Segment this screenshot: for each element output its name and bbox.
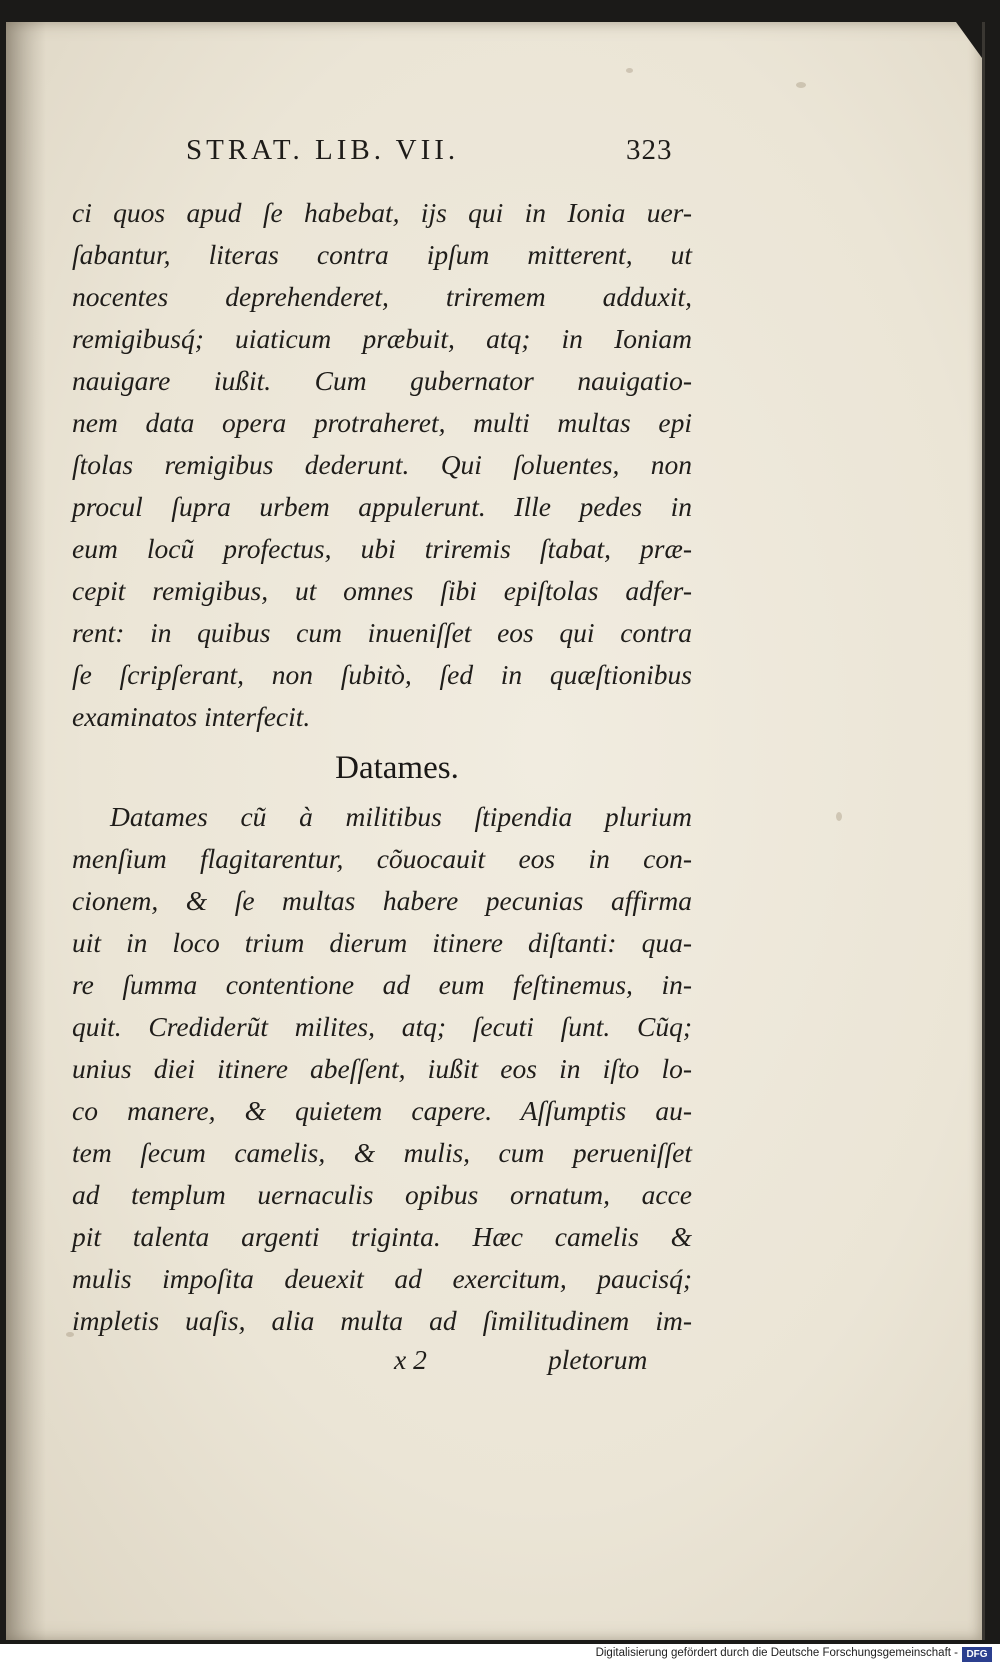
- paragraph-1: [72, 192, 692, 738]
- text-line: nem data opera protraheret, multi multas epi: [72, 407, 692, 438]
- text-line: quit. Crediderũt milites, atq; ſecuti ſunt. Cũq;: [72, 1011, 692, 1042]
- body-text: [72, 192, 692, 1342]
- text-line: tem ſecum camelis, & mulis, cum perueniſſet: [72, 1137, 692, 1168]
- text-line: rent: in quibus cum inueniſſet eos qui contra: [72, 617, 692, 648]
- text-line: impletis uaſis, alia multa ad ſimilitudinem im-: [72, 1305, 692, 1336]
- dfg-logo-icon: DFG: [962, 1647, 992, 1662]
- signature-mark: x 2: [394, 1344, 427, 1375]
- running-head: [186, 134, 706, 174]
- text-line: menſium flagitarentur, cõuocauit eos in con-: [72, 843, 692, 874]
- running-title: STRAT. LIB. VII.: [186, 134, 460, 166]
- catchline: [386, 1344, 706, 1388]
- text-line: remigibusq́; uiaticum præbuit, atq; in Ioniam: [72, 323, 692, 354]
- text-line: co manere, & quietem capere. Aſſumptis au-: [72, 1095, 692, 1126]
- text-line: mulis impoſita deuexit ad exercitum, paucisq́;: [72, 1263, 692, 1294]
- text-line: Datames cũ à militibus ſtipendia plurium: [110, 801, 692, 832]
- text-line: nocentes deprehenderet, triremem adduxit,: [72, 281, 692, 312]
- text-line: ad templum uernaculis opibus ornatum, acce: [72, 1179, 692, 1210]
- paper-speck: [836, 812, 842, 821]
- catchword: pletorum: [548, 1344, 648, 1375]
- text-line: nauigare iußit. Cum gubernator nauigatio-: [72, 365, 692, 396]
- text-line: re ſumma contentione ad eum feſtinemus, in-: [72, 969, 692, 1000]
- digitization-footer: [0, 1644, 1000, 1666]
- paper-speck: [796, 82, 806, 88]
- text-line: ſtolas remigibus dederunt. Qui ſoluentes, non: [72, 449, 692, 480]
- page-corner: [956, 22, 982, 58]
- paper-speck: [626, 68, 633, 73]
- text-line: uit in loco trium dierum itinere diſtanti: qua-: [72, 927, 692, 958]
- text-line: ſe ſcripſerant, non ſubitò, ſed in quæſtionibus: [72, 659, 692, 690]
- gutter-shadow: [6, 22, 46, 1640]
- text-line: cepit remigibus, ut omnes ſibi epiſtolas adfer-: [72, 575, 692, 606]
- section-heading: Datames.: [335, 750, 459, 786]
- text-line: procul ſupra urbem appulerunt. Ille pedes in: [72, 491, 692, 522]
- text-line: unius diei itinere abeſſent, iußit eos in iſto lo-: [72, 1053, 692, 1084]
- book-page: [6, 22, 985, 1640]
- text-line: examinatos interfecit.: [72, 701, 311, 732]
- paragraph-2: [72, 796, 692, 1342]
- text-line: eum locũ profectus, ubi triremis ſtabat, præ-: [72, 533, 692, 564]
- digitization-credit: Digitalisierung gefördert durch die Deutsche Forschungsgemeinschaft -: [595, 1647, 958, 1659]
- text-line: pit talenta argenti triginta. Hæc camelis &: [72, 1221, 692, 1252]
- text-line: ci quos apud ſe habebat, ijs qui in Ionia uer-: [72, 197, 692, 228]
- page-number: 323: [626, 134, 673, 166]
- text-line: ſabantur, literas contra ipſum mitterent, ut: [72, 239, 692, 270]
- text-line: cionem, & ſe multas habere pecunias affirma: [72, 885, 692, 916]
